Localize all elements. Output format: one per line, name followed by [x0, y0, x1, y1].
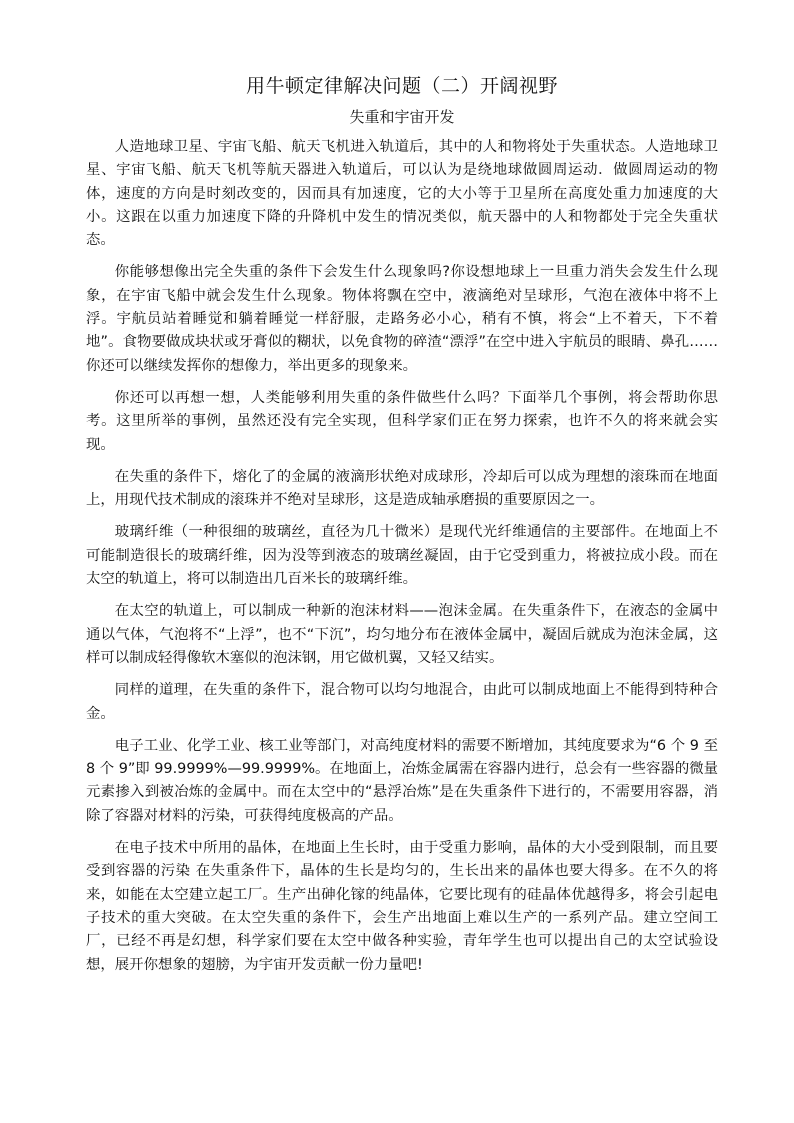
document-title: 用牛顿定律解决问题（二）开阔视野 [245, 75, 558, 97]
document-subtitle: 失重和宇宙开发 [349, 108, 455, 126]
paragraph-2: 你能够想像出完全失重的条件下会发生什么现象吗?你设想地球上一旦重力消失会发生什么现象，在宇宙飞船中就会发生什么现象。物体将飘在空中，液滴绝对呈球形，气泡在液体中将不上浮。宇航员站着睡觉和躺着睡觉一样舒服，走路务必小心，稍有不慎，将会“上不着天，下不着地”。食物要做成块状或牙膏似的糊状，以免食物的碎渣“漂浮”在空中进入宇航员的眼睛、鼻孔……你还可以继续发挥你的想像力，举出更多的现象来。 [86, 264, 718, 374]
paragraph-7: 同样的道理，在失重的条件下，混合物可以均匀地混合，由此可以制成地面上不能得到特种合金。 [86, 682, 718, 722]
paragraph-9: 在电子技术中所用的晶体，在地面上生长时，由于受重力影响，晶体的大小受到限制，而且要受到容器的污染 在失重条件下，晶体的生长是均匀的，生长出来的晶体也要大得多。在不久的将来，如能在太空建立起工厂。生产出砷化镓的纯晶体，它要比现有的硅晶体优越得多，将会引起电子技术的重大突破。在太空失重的条件下，会生产出地面上难以生产的一系列产品。建立空间工厂，已经不再是幻想，科学家们要在太空中做各种实验，青年学生也可以提出自己的太空试验设想，展开你想象的翅膀，为宇宙开发贡献一份力量吧! [86, 840, 718, 973]
paragraph-8: 电子工业、化学工业、核工业等部门，对高纯度材料的需要不断增加，其纯度要求为“6 个 9 至 8 个 9”即 99.9999%—99.9999%。在地面上，冶炼金属需在容器内进行，总会有一些容器的微量元素掺入到被冶炼的金属中。而在太空中的“悬浮冶炼”是在失重条件下进行的，不需要用容器，消除了容器对材料的污染，可获得纯度极高的产品。 [86, 737, 718, 824]
paragraph-3: 你还可以再想一想，人类能够利用失重的条件做些什么吗？下面举几个事例，将会帮助你思考。这里所举的事例，虽然还没有完全实现，但科学家们正在努力探索，也许不久的将来就会实现。 [86, 389, 718, 453]
paragraph-5: 玻璃纤维（一种很细的玻璃丝，直径为几十微米）是现代光纤维通信的主要部件。在地面上不可能制造很长的玻璃纤维，因为没等到液态的玻璃丝凝固，由于它受到重力，将被拉成小段。而在太空的轨道上，将可以制造出几百米长的玻璃纤维。 [86, 524, 718, 588]
paragraph-4: 在失重的条件下，熔化了的金属的液滴形状绝对成球形，冷却后可以成为理想的滚珠而在地面上，用现代技术制成的滚珠并不绝对呈球形，这是造成轴承磨损的重要原因之一。 [86, 468, 718, 509]
document-page [86, 72, 718, 986]
paragraph-1: 人造地球卫星、宇宙飞船、航天飞机进入轨道后，其中的人和物将处于失重状态。人造地球卫星、宇宙飞船、航天飞机等航天器进入轨道后，可以认为是绕地球做圆周运动．做圆周运动的物体，速度的方向是时刻改变的，因而具有加速度，它的大小等于卫星所在高度处重力加速度的大小。这跟在以重力加速度下降的升降机中发生的情况类似，航天器中的人和物都处于完全失重状态。 [86, 139, 718, 249]
paragraph-6: 在太空的轨道上，可以制成一种新的泡沫材料——泡沫金属。在失重条件下，在液态的金属中通以气体，气泡将不“上浮”，也不“下沉”，均匀地分布在液体金属中，凝固后就成为泡沫金属，这样可以制成轻得像软木塞似的泡沫钢，用它做机翼，又轻又结实。 [86, 603, 718, 666]
